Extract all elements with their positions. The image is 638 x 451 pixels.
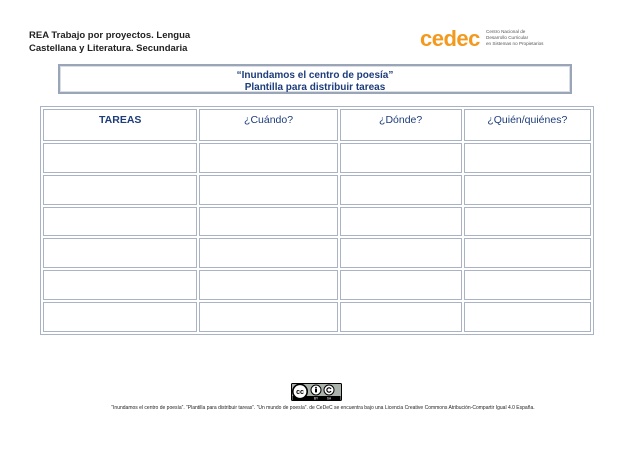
document-title: “Inundamos el centro de poesía”	[236, 70, 394, 81]
table-row	[43, 238, 591, 268]
table-cell[interactable]	[43, 302, 197, 332]
table-cell[interactable]	[340, 207, 462, 237]
table-cell[interactable]	[199, 270, 337, 300]
svg-text:BY: BY	[313, 396, 319, 401]
license-footer: “Inundamos el centro de poesía”. “Plantilla para distribuir tareas”. “Un mundo de poesía”. de CeDeC se encuentra bajo una Licencia Creative Commons Atribución-Compartir Igual 4.0 España.	[111, 405, 535, 411]
table-cell[interactable]	[464, 302, 591, 332]
table-cell[interactable]	[199, 302, 337, 332]
table-cell[interactable]	[340, 143, 462, 173]
table-cell[interactable]	[340, 238, 462, 268]
table-cell[interactable]	[43, 175, 197, 205]
table-cell[interactable]	[464, 238, 591, 268]
cc-by-sa-badge-icon[interactable]	[291, 383, 342, 401]
title-box	[58, 64, 572, 94]
svg-text:SA: SA	[326, 396, 332, 401]
table-cell[interactable]	[43, 238, 197, 268]
table-cell[interactable]	[340, 175, 462, 205]
table-cell[interactable]	[199, 207, 337, 237]
table-cell[interactable]	[199, 238, 337, 268]
column-header-donde: ¿Dónde?	[340, 109, 462, 141]
column-header-quien: ¿Quién/quiénes?	[464, 109, 591, 141]
table-row	[43, 143, 591, 173]
table-cell[interactable]	[199, 175, 337, 205]
table-cell[interactable]	[43, 207, 197, 237]
table-cell[interactable]	[43, 270, 197, 300]
svg-text:cc: cc	[296, 389, 304, 396]
document-subtitle: Plantilla para distribuir tareas	[244, 82, 386, 93]
table-cell[interactable]	[199, 143, 337, 173]
document-header	[29, 29, 219, 55]
table-header-row	[43, 109, 591, 141]
table-cell[interactable]	[340, 302, 462, 332]
table-row	[43, 207, 591, 237]
table-cell[interactable]	[43, 143, 197, 173]
table-cell[interactable]	[464, 270, 591, 300]
table-row	[43, 270, 591, 300]
table-cell[interactable]	[464, 143, 591, 173]
table-cell[interactable]	[464, 207, 591, 237]
table-cell[interactable]	[340, 270, 462, 300]
task-distribution-table	[40, 106, 594, 335]
table-cell[interactable]	[464, 175, 591, 205]
cedec-logo	[420, 26, 570, 52]
column-header-cuando: ¿Cuándo?	[199, 109, 337, 141]
logo-subtitle: Centro Nacional de Desarrollo Curricular en Sistemas no Propietarios	[486, 29, 544, 47]
table-row	[43, 302, 591, 332]
column-header-tareas: TAREAS	[43, 109, 197, 141]
logo-wordmark: cedec	[420, 26, 480, 51]
header-line-2: Castellana y Literatura. Secundaria	[29, 43, 188, 54]
table-row	[43, 175, 591, 205]
header-line-1: REA Trabajo por proyectos. Lengua	[29, 30, 191, 41]
